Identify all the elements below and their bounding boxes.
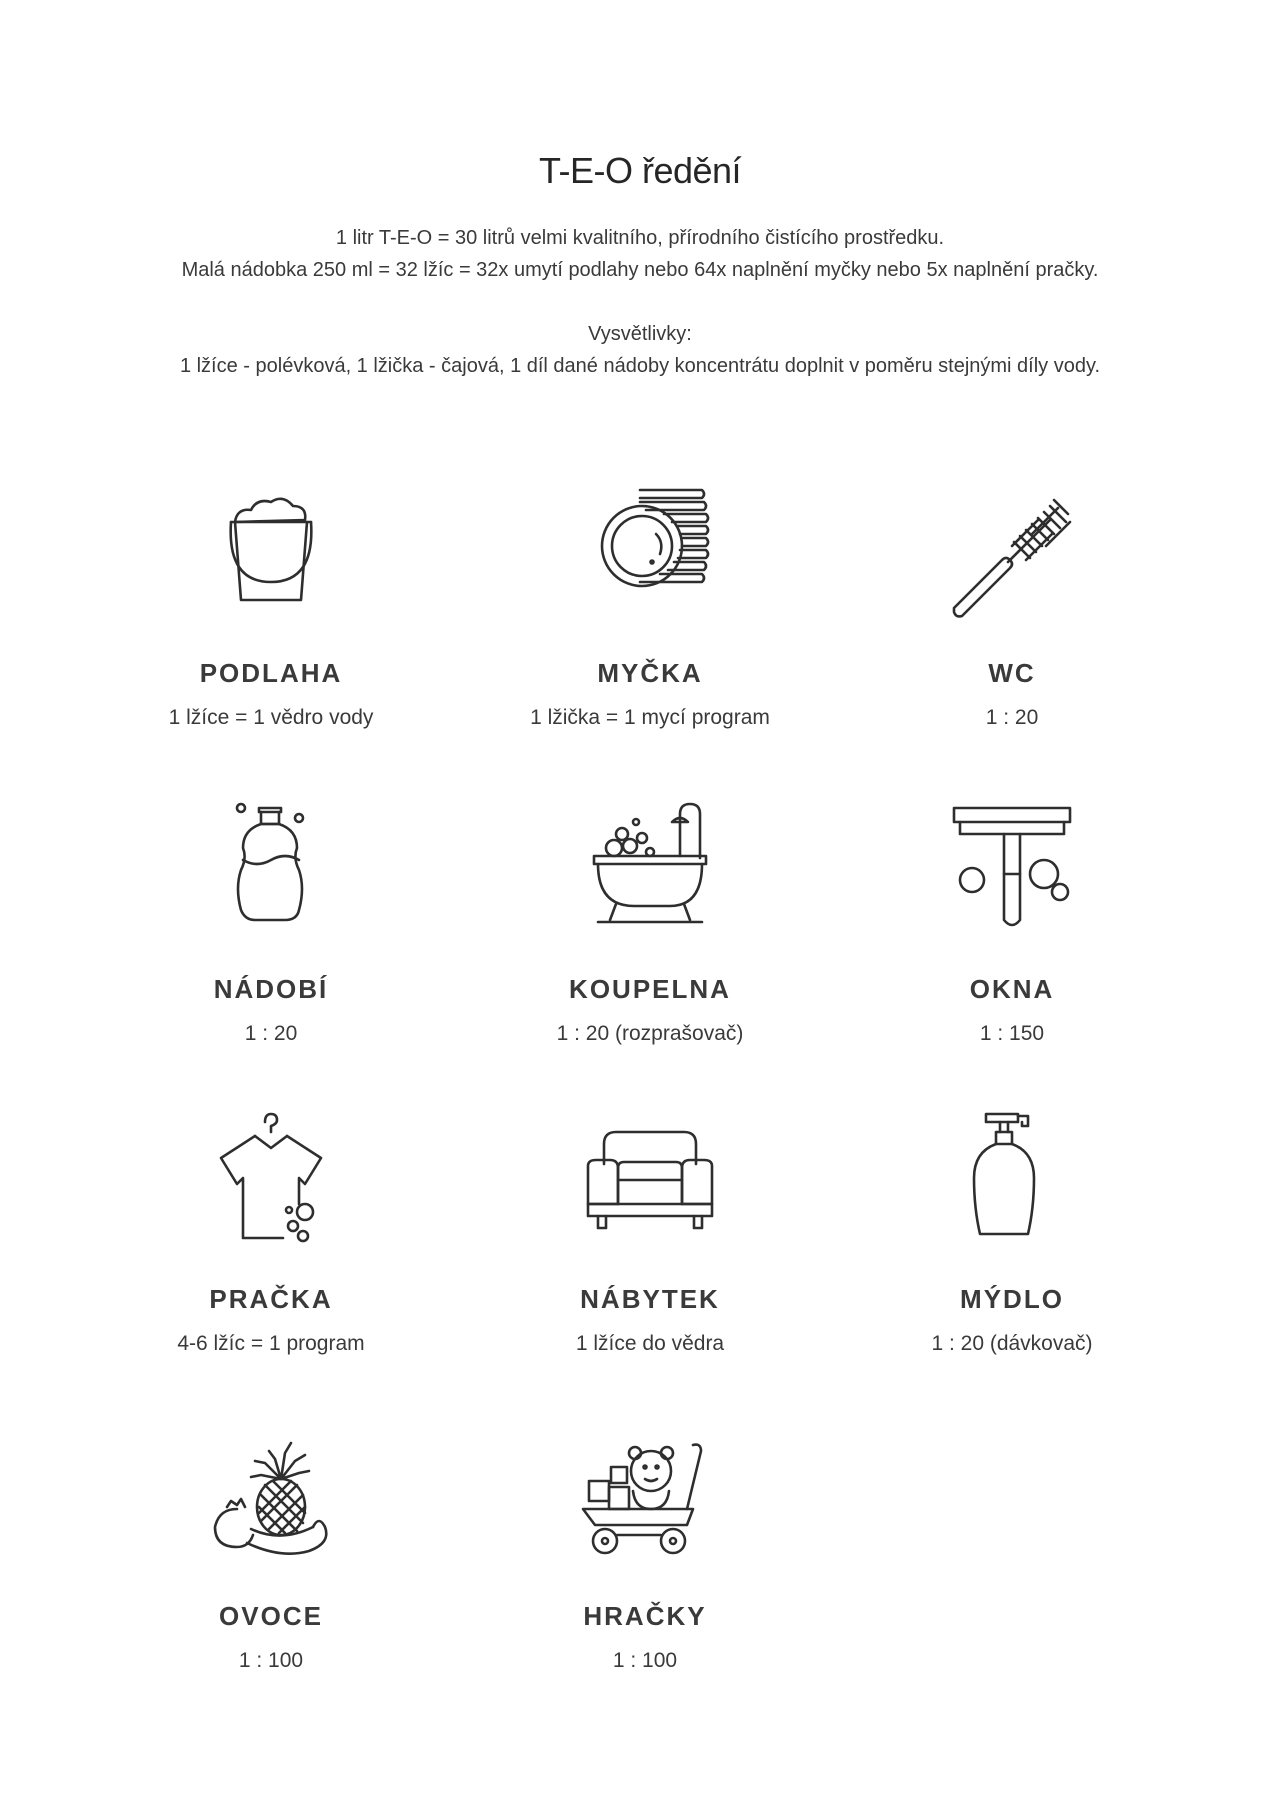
card-ratio: 1 lžička = 1 mycí program	[530, 706, 770, 729]
squeegee-icon	[942, 798, 1082, 938]
card-title: KOUPELNA	[569, 974, 731, 1004]
usage-card-mydlo	[842, 1108, 1182, 1358]
intro-line-2: Malá nádobka 250 ml = 32 lžíc = 32x umytí podlahy nebo 64x naplnění myčky nebo 5x naplnění pračky.	[181, 259, 1099, 281]
intro-block	[0, 222, 1280, 286]
card-ratio: 1 : 20 (dávkovač)	[931, 1332, 1093, 1355]
card-ratio: 1 lžíce do vědra	[575, 1332, 725, 1355]
usage-card-pracka	[101, 1108, 441, 1358]
card-title: HRAČKY	[583, 1601, 707, 1631]
usage-card-hracky	[475, 1425, 815, 1675]
card-title: NÁBYTEK	[580, 1284, 720, 1314]
usage-card-mycka	[480, 482, 820, 732]
legend-title: Vysvětlivky:	[588, 323, 692, 345]
legend-text: 1 lžíce - polévková, 1 lžička - čajová, 1 díl dané nádoby koncentrátu doplnit v poměru stejnými díly vody.	[179, 355, 1101, 377]
card-ratio: 1 : 100	[238, 1649, 304, 1672]
soap-dispenser-icon	[942, 1108, 1082, 1248]
usage-card-okna	[842, 798, 1182, 1048]
card-ratio: 1 : 150	[979, 1022, 1045, 1045]
card-title: NÁDOBÍ	[213, 974, 329, 1004]
shirt-icon	[201, 1108, 341, 1248]
card-title: MYČKA	[597, 658, 703, 688]
card-title: OVOCE	[219, 1601, 323, 1631]
sofa-icon	[580, 1108, 720, 1248]
card-title: OKNA	[969, 974, 1055, 1004]
fruit-icon	[201, 1425, 341, 1565]
toy-wagon-icon	[575, 1425, 715, 1565]
usage-card-ovoce	[101, 1425, 441, 1675]
bucket-icon	[201, 482, 341, 622]
card-ratio: 1 : 20 (rozprašovač)	[556, 1022, 744, 1045]
page-title: T-E-O ředění	[538, 150, 742, 192]
card-ratio: 4-6 lžíc = 1 program	[177, 1332, 365, 1355]
card-ratio: 1 lžíce = 1 vědro vody	[168, 706, 374, 729]
card-title: PRAČKA	[209, 1284, 333, 1314]
usage-card-wc	[842, 482, 1182, 732]
bathtub-icon	[580, 798, 720, 938]
plates-icon	[580, 482, 720, 622]
dish-soap-icon	[201, 798, 341, 938]
card-title: MÝDLO	[960, 1284, 1064, 1314]
card-title: PODLAHA	[199, 658, 343, 688]
card-ratio: 1 : 100	[612, 1649, 678, 1672]
usage-card-nabytek	[480, 1108, 820, 1358]
card-ratio: 1 : 20	[244, 1022, 298, 1045]
legend-block	[0, 318, 1280, 382]
card-ratio: 1 : 20	[985, 706, 1039, 729]
toilet-brush-icon	[942, 482, 1082, 622]
card-title: WC	[988, 658, 1036, 688]
intro-line-1: 1 litr T-E-O = 30 litrů velmi kvalitního, přírodního čistícího prostředku.	[335, 227, 945, 249]
usage-card-nadobi	[101, 798, 441, 1048]
usage-card-podlaha	[101, 482, 441, 732]
usage-card-koupelna	[480, 798, 820, 1048]
